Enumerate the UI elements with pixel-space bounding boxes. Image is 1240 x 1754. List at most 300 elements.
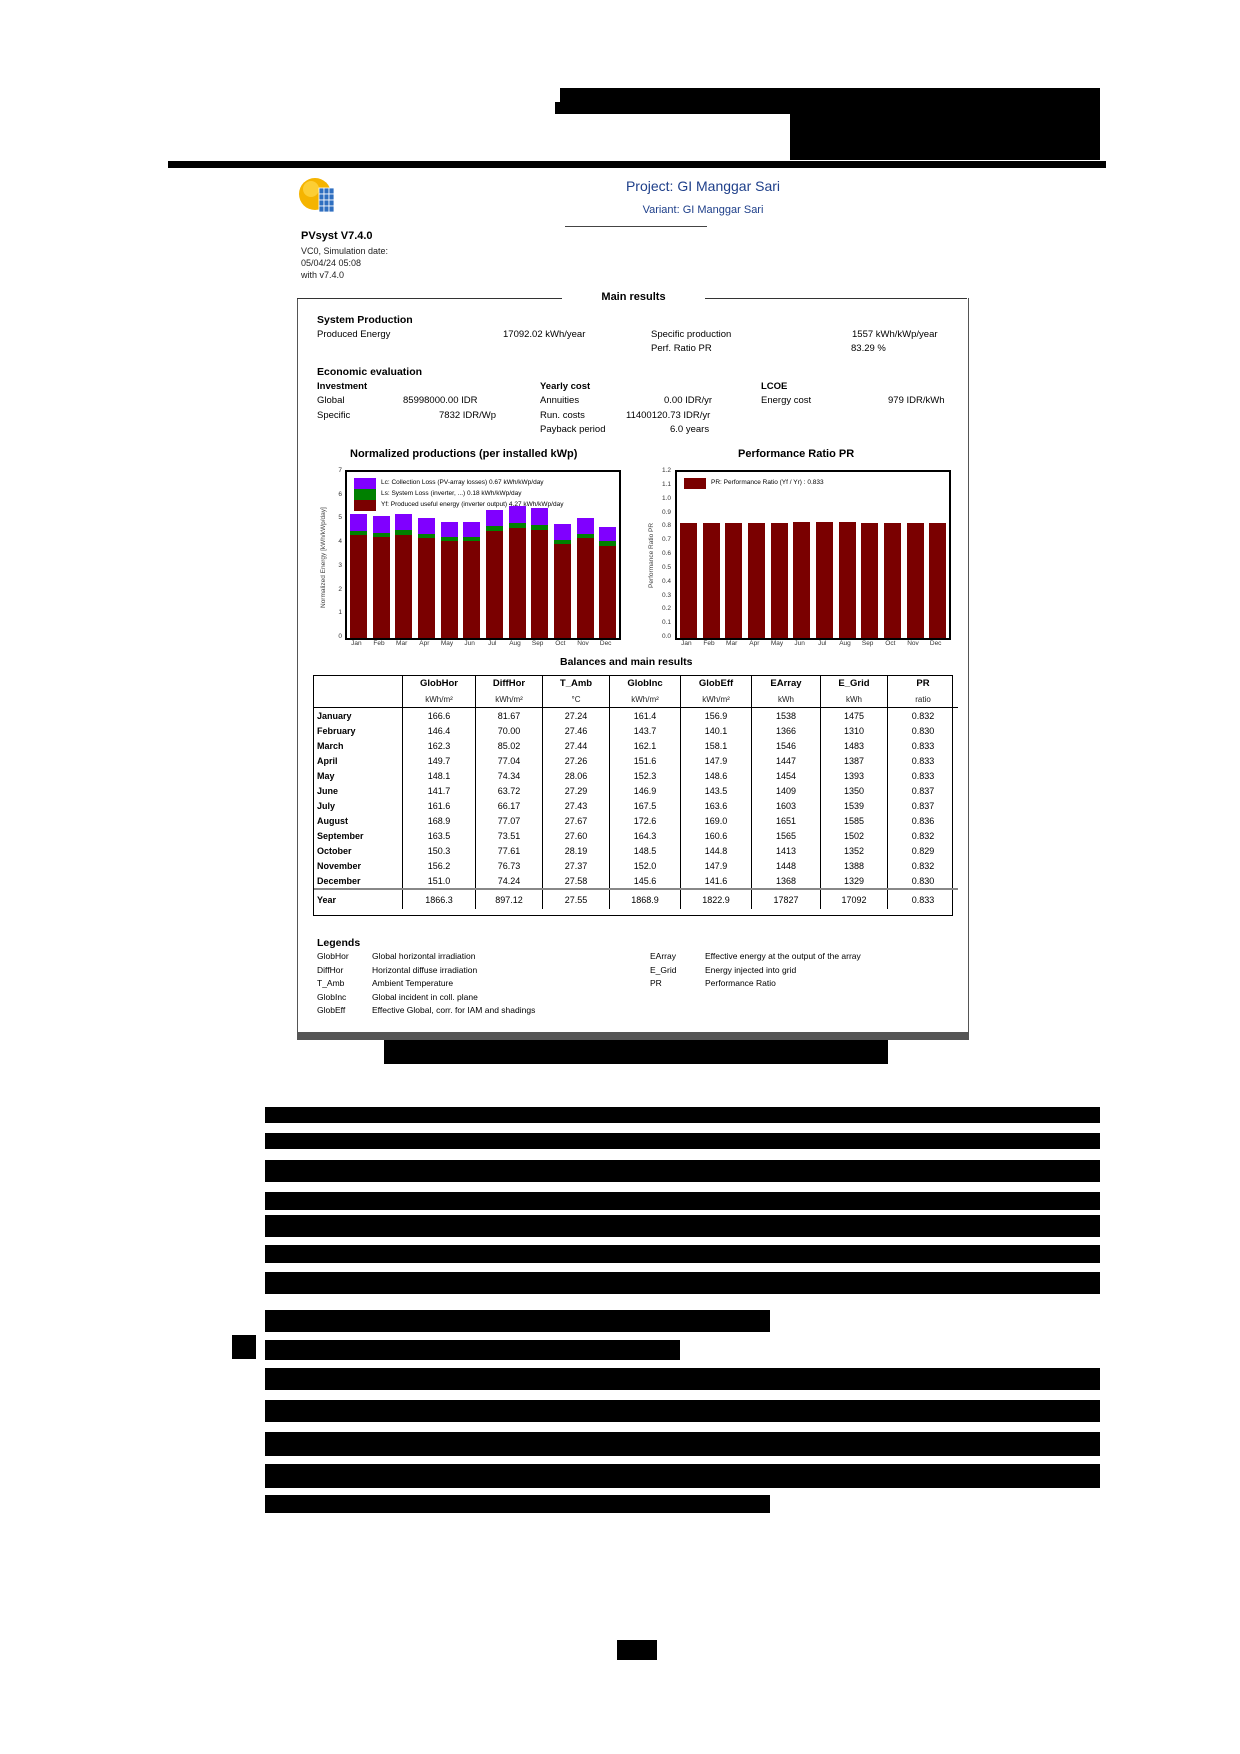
yearly-cost-title: Yearly cost xyxy=(540,381,591,392)
legend-abbr: GlobHor xyxy=(317,951,349,961)
table-cell: 147.9 xyxy=(681,753,752,768)
annuities-value: 0.00 IDR/yr xyxy=(664,395,713,406)
frame-top-rule xyxy=(705,298,967,299)
table-cell: 149.7 xyxy=(403,753,476,768)
legend-pr: PR: Performance Ratio (Yf / Yr) : 0.833 xyxy=(711,479,824,486)
variant-underline xyxy=(565,226,707,227)
project-title: Project: GI Manggar Sari xyxy=(625,178,781,194)
table-header-cell: DiffHor xyxy=(476,676,543,691)
economic-evaluation-title: Economic evaluation xyxy=(317,366,423,378)
table-cell: 168.9 xyxy=(403,813,476,828)
legend-yf: Yf: Produced useful energy (inverter output) 4.27 kWh/kWp/day xyxy=(381,501,564,508)
frame-shadow xyxy=(297,1033,969,1040)
ytick: 4 xyxy=(338,538,342,546)
table-cell: 1546 xyxy=(752,738,821,753)
table-cell: 147.9 xyxy=(681,858,752,873)
redacted-paragraph-line xyxy=(265,1272,1100,1294)
xtick: Oct xyxy=(555,640,566,647)
balances-table-title: Balances and main results xyxy=(560,656,693,668)
xtick: Nov xyxy=(577,640,589,647)
bar-yf xyxy=(441,541,458,638)
produced-energy-value: 17092.02 kWh/year xyxy=(503,329,586,340)
investment-title: Investment xyxy=(317,381,368,392)
ytick: 1.0 xyxy=(661,494,671,502)
legend-swatch-pr xyxy=(684,478,706,489)
bar-ls xyxy=(554,540,571,544)
row-label: July xyxy=(317,800,336,811)
table-cell: 152.0 xyxy=(610,858,681,873)
bar-ls xyxy=(486,526,503,531)
redacted-paragraph-line xyxy=(265,1160,1100,1182)
bar-lc xyxy=(395,514,412,530)
legend-desc: Global incident in coll. plane xyxy=(372,991,478,1002)
xtick: Jul xyxy=(488,640,497,647)
table-cell: 0.830 xyxy=(888,723,959,738)
table-cell: 1387 xyxy=(821,753,888,768)
table-row xyxy=(314,873,958,889)
table-row xyxy=(314,738,958,753)
row-label: March xyxy=(317,740,344,751)
table-cell: 166.6 xyxy=(403,708,476,724)
redacted-subheading xyxy=(265,1340,680,1360)
bar-ls xyxy=(531,525,548,530)
table-cell: 151.6 xyxy=(610,753,681,768)
table-cell: 27.37 xyxy=(543,858,610,873)
lcoe-title: LCOE xyxy=(761,381,788,392)
table-cell: 27.55 xyxy=(543,889,610,909)
table-cell: 161.4 xyxy=(610,708,681,724)
pr-chart-title: Performance Ratio PR xyxy=(738,448,855,460)
table-header-cell: EArray xyxy=(752,676,821,691)
specific-production-label: Specific production xyxy=(651,329,732,340)
redacted-paragraph-line xyxy=(265,1245,1100,1263)
main-results-title: Main results xyxy=(601,291,666,303)
table-cell: 74.34 xyxy=(476,768,543,783)
payback-label: Payback period xyxy=(540,424,606,435)
table-cell: 172.6 xyxy=(610,813,681,828)
header-rule xyxy=(168,161,1106,168)
ytick: 7 xyxy=(338,467,342,474)
table-cell: 163.5 xyxy=(403,828,476,843)
bar-ls xyxy=(441,537,458,541)
table-row xyxy=(314,858,958,873)
table-cell: 27.46 xyxy=(543,723,610,738)
ytick: 0.5 xyxy=(661,563,671,571)
bar-lc xyxy=(486,510,503,526)
energy-cost-label: Energy cost xyxy=(761,395,812,406)
ytick: 1.2 xyxy=(661,467,671,474)
pvsyst-logo-icon xyxy=(297,176,341,224)
bar-lc xyxy=(350,514,367,530)
table-cell: 1868.9 xyxy=(610,889,681,909)
legend-ls: Ls: System Loss (inverter, ...) 0.18 kWh/kWp/day xyxy=(381,490,522,497)
table-cell: 1350 xyxy=(821,783,888,798)
row-label: Year xyxy=(314,889,403,909)
table-cell: 17092 xyxy=(821,889,888,909)
table-row xyxy=(314,783,958,798)
table-cell: 1475 xyxy=(821,708,888,724)
bar-pr xyxy=(839,522,856,638)
performance-ratio-chart xyxy=(675,470,951,640)
table-cell: 1454 xyxy=(752,768,821,783)
table-header-cell: PR xyxy=(888,676,959,691)
meta-line: VC0, Simulation date: xyxy=(301,246,389,256)
redacted-paragraph-line xyxy=(265,1192,1100,1210)
bar-yf xyxy=(373,537,390,638)
xtick: Feb xyxy=(373,640,385,647)
table-row xyxy=(314,708,958,724)
normalized-productions-chart xyxy=(345,470,621,640)
bar-lc xyxy=(554,524,571,539)
table-cell: 140.1 xyxy=(681,723,752,738)
table-cell: 144.8 xyxy=(681,843,752,858)
table-cell: 145.6 xyxy=(610,873,681,889)
pr-chart-ylabel: Performance Ratio PR xyxy=(648,522,655,588)
ytick: 0.7 xyxy=(661,536,671,544)
ytick: 0.6 xyxy=(661,550,671,557)
bar-yf xyxy=(509,528,526,639)
table-cell: 0.830 xyxy=(888,873,959,889)
table-unit-cell: kWh/m² xyxy=(610,691,681,708)
table-cell: 158.1 xyxy=(681,738,752,753)
table-cell: 27.29 xyxy=(543,783,610,798)
redacted-paragraph-line xyxy=(265,1107,1100,1123)
table-cell: 27.58 xyxy=(543,873,610,889)
table-cell: 1866.3 xyxy=(403,889,476,909)
report-header xyxy=(283,172,983,282)
software-version: PVsyst V7.4.0 xyxy=(301,230,373,242)
ytick: 2 xyxy=(338,585,342,593)
table-cell: 81.67 xyxy=(476,708,543,724)
legend-abbr: PR xyxy=(650,978,662,988)
redacted-paragraph-line xyxy=(265,1215,1100,1237)
table-cell: 1651 xyxy=(752,813,821,828)
meta-line: 05/04/24 05:08 xyxy=(301,258,362,268)
system-production-title: System Production xyxy=(317,314,413,326)
table-cell: 146.4 xyxy=(403,723,476,738)
xtick: Apr xyxy=(749,640,760,647)
table-cell: 27.24 xyxy=(543,708,610,724)
bar-ls xyxy=(509,523,526,528)
table-cell: 167.5 xyxy=(610,798,681,813)
bar-pr xyxy=(748,523,765,638)
xtick: May xyxy=(440,640,454,647)
annuities-label: Annuities xyxy=(540,395,580,406)
ytick: 5 xyxy=(338,514,342,522)
table-cell: 897.12 xyxy=(476,889,543,909)
legend-desc: Energy injected into grid xyxy=(705,964,797,975)
bar-yf xyxy=(599,546,616,638)
bar-pr xyxy=(725,523,742,638)
table-cell: 141.7 xyxy=(403,783,476,798)
table-cell: 73.51 xyxy=(476,828,543,843)
table-cell: 1366 xyxy=(752,723,821,738)
table-header-cell: GlobInc xyxy=(610,676,681,691)
redacted-header-line-4 xyxy=(790,128,1100,160)
global-label: Global xyxy=(317,395,345,406)
row-label: May xyxy=(317,770,335,781)
legend-abbr: GlobInc xyxy=(317,991,347,1002)
table-cell: 0.836 xyxy=(888,813,959,828)
bar-ls xyxy=(350,531,367,536)
table-cell: 141.6 xyxy=(681,873,752,889)
specific-label: Specific xyxy=(317,410,351,421)
table-header-cell: GlobHor xyxy=(403,676,476,691)
row-label: February xyxy=(317,725,356,736)
bar-lc xyxy=(441,522,458,537)
legend-desc: Performance Ratio xyxy=(705,978,776,988)
pr-label: Perf. Ratio PR xyxy=(651,343,712,354)
table-cell: 1502 xyxy=(821,828,888,843)
ytick: 0.1 xyxy=(661,619,671,627)
table-cell: 148.5 xyxy=(610,843,681,858)
table-cell: 162.1 xyxy=(610,738,681,753)
table-cell: 70.00 xyxy=(476,723,543,738)
table-cell: 0.833 xyxy=(888,889,959,909)
row-label: September xyxy=(317,830,364,841)
redacted-paragraph-line xyxy=(265,1432,1100,1456)
produced-energy-label: Produced Energy xyxy=(317,329,391,340)
table-cell: 63.72 xyxy=(476,783,543,798)
xtick: Jun xyxy=(794,640,805,647)
redacted-paragraph-line xyxy=(265,1368,1100,1390)
bar-ls xyxy=(373,533,390,537)
table-cell: 1413 xyxy=(752,843,821,858)
legend-desc: Effective Global, corr. for IAM and shadings xyxy=(372,1005,536,1015)
legend-desc: Effective energy at the output of the array xyxy=(705,951,861,961)
bar-lc xyxy=(509,506,526,523)
bar-pr xyxy=(907,523,924,638)
redacted-header-line-2 xyxy=(555,102,1100,114)
table-cell: 156.9 xyxy=(681,708,752,724)
xtick: Mar xyxy=(396,640,408,647)
xtick: Dec xyxy=(929,640,942,647)
table-cell: 77.04 xyxy=(476,753,543,768)
table-cell: 76.73 xyxy=(476,858,543,873)
table-cell: 85.02 xyxy=(476,738,543,753)
table-cell: 27.26 xyxy=(543,753,610,768)
table-cell: 1483 xyxy=(821,738,888,753)
table-cell: 160.6 xyxy=(681,828,752,843)
variant-title: Variant: GI Manggar Sari xyxy=(642,204,764,216)
energy-cost-value: 979 IDR/kWh xyxy=(888,395,945,406)
table-cell: 1539 xyxy=(821,798,888,813)
bar-ls xyxy=(577,534,594,539)
ytick: 0.4 xyxy=(661,577,671,585)
table-cell: 1603 xyxy=(752,798,821,813)
legend-abbr: T_Amb xyxy=(317,978,345,988)
bar-yf xyxy=(531,530,548,638)
bar-yf xyxy=(418,538,435,638)
table-cell: 1329 xyxy=(821,873,888,889)
xtick: Jun xyxy=(464,640,475,647)
table-cell: 164.3 xyxy=(610,828,681,843)
table-cell: 1409 xyxy=(752,783,821,798)
table-row xyxy=(314,843,958,858)
ytick: 0 xyxy=(338,633,342,640)
xtick: May xyxy=(770,640,784,647)
table-cell: 156.2 xyxy=(403,858,476,873)
ytick: 0.2 xyxy=(661,605,671,613)
table-cell: 0.832 xyxy=(888,858,959,873)
table-cell: 27.60 xyxy=(543,828,610,843)
bar-pr xyxy=(680,523,697,638)
bar-pr xyxy=(929,523,946,638)
xtick: Aug xyxy=(509,640,521,647)
table-cell: 162.3 xyxy=(403,738,476,753)
redacted-figure-caption xyxy=(384,1040,888,1064)
row-label: January xyxy=(317,710,352,721)
bar-yf xyxy=(554,544,571,638)
legend-lc: Lc: Collection Loss (PV-array losses) 0.67 kWh/kWp/day xyxy=(381,479,544,486)
bar-lc xyxy=(599,527,616,542)
bar-yf xyxy=(350,535,367,638)
table-cell: 1388 xyxy=(821,858,888,873)
xtick: Sep xyxy=(861,640,874,647)
bar-lc xyxy=(373,516,390,532)
xtick: Jan xyxy=(351,640,362,647)
row-label: October xyxy=(317,845,352,856)
table-cell: 27.43 xyxy=(543,798,610,813)
ytick: 0.3 xyxy=(661,591,671,599)
table-cell: 148.1 xyxy=(403,768,476,783)
table-cell: 0.833 xyxy=(888,738,959,753)
table-cell: 151.0 xyxy=(403,873,476,889)
table-cell: 143.7 xyxy=(610,723,681,738)
bar-ls xyxy=(395,530,412,534)
redacted-page-number xyxy=(617,1640,657,1660)
xtick: Feb xyxy=(703,640,715,647)
bar-yf xyxy=(577,538,594,638)
bar-yf xyxy=(463,541,480,638)
legend-desc: Ambient Temperature xyxy=(372,978,454,988)
table-cell: 1310 xyxy=(821,723,888,738)
legend-desc: Horizontal diffuse irradiation xyxy=(372,964,478,975)
table-row xyxy=(314,753,958,768)
legend-abbr: EArray xyxy=(650,951,676,961)
legends-title: Legends xyxy=(317,937,361,949)
balances-table xyxy=(314,676,958,909)
bar-pr xyxy=(816,522,833,638)
table-cell: 28.19 xyxy=(543,843,610,858)
bar-lc xyxy=(418,518,435,534)
table-cell: 1822.9 xyxy=(681,889,752,909)
ytick: 0.9 xyxy=(661,508,671,516)
bar-pr xyxy=(793,522,810,638)
ytick: 1.1 xyxy=(661,480,671,488)
xtick: Mar xyxy=(726,640,738,647)
legend-swatch-lc xyxy=(354,478,376,489)
meta-line: with v7.4.0 xyxy=(301,270,345,280)
bar-lc xyxy=(577,518,594,534)
table-unit-cell: kWh xyxy=(752,691,821,708)
table-cell: 143.5 xyxy=(681,783,752,798)
table-header-cell: T_Amb xyxy=(543,676,610,691)
bar-lc xyxy=(531,508,548,525)
table-cell: 0.833 xyxy=(888,753,959,768)
xtick: Oct xyxy=(885,640,896,647)
bar-ls xyxy=(463,537,480,541)
table-cell: 0.837 xyxy=(888,783,959,798)
table-cell: 1448 xyxy=(752,858,821,873)
table-cell: 27.67 xyxy=(543,813,610,828)
legend-desc: Global horizontal irradiation xyxy=(372,951,476,961)
bar-pr xyxy=(703,523,720,638)
redacted-paragraph-line xyxy=(265,1310,770,1332)
bar-pr xyxy=(884,523,901,638)
table-unit-cell: kWh/m² xyxy=(681,691,752,708)
table-unit-cell xyxy=(314,691,403,708)
table-cell: 1565 xyxy=(752,828,821,843)
table-unit-cell: kWh/m² xyxy=(476,691,543,708)
table-row xyxy=(314,723,958,738)
specific-value: 7832 IDR/Wp xyxy=(439,410,497,421)
redacted-bullet xyxy=(232,1335,256,1359)
table-cell: 0.833 xyxy=(888,768,959,783)
table-unit-cell: kWh xyxy=(821,691,888,708)
table-cell: 0.832 xyxy=(888,828,959,843)
bar-ls xyxy=(599,541,616,545)
bar-pr xyxy=(861,523,878,638)
row-label: August xyxy=(317,815,348,826)
xtick: Sep xyxy=(531,640,544,647)
redacted-header-line-1 xyxy=(560,88,1100,102)
table-row xyxy=(314,828,958,843)
table-header-cell: GlobEff xyxy=(681,676,752,691)
table-cell: 161.6 xyxy=(403,798,476,813)
table-cell: 77.61 xyxy=(476,843,543,858)
row-label: April xyxy=(317,755,338,766)
payback-value: 6.0 years xyxy=(670,424,710,435)
table-cell: 150.3 xyxy=(403,843,476,858)
table-header-cell xyxy=(314,676,403,691)
redacted-paragraph-line xyxy=(265,1464,1100,1488)
row-label: June xyxy=(317,785,339,796)
table-header-cell: E_Grid xyxy=(821,676,888,691)
global-value: 85998000.00 IDR xyxy=(403,395,478,406)
bar-yf xyxy=(486,531,503,638)
table-cell: 17827 xyxy=(752,889,821,909)
bar-lc xyxy=(463,522,480,537)
table-cell: 77.07 xyxy=(476,813,543,828)
row-label: November xyxy=(317,860,362,871)
xtick: Dec xyxy=(599,640,612,647)
legend-abbr: GlobEff xyxy=(317,1005,346,1015)
table-unit-cell: ratio xyxy=(888,691,959,708)
xtick: Nov xyxy=(907,640,919,647)
xtick: Jan xyxy=(681,640,692,647)
normalized-chart-ylabel: Normalized Energy [kWh/kWp/day] xyxy=(320,507,327,608)
table-cell: 1393 xyxy=(821,768,888,783)
table-cell: 152.3 xyxy=(610,768,681,783)
table-row xyxy=(314,768,958,783)
bar-ls xyxy=(418,534,435,538)
frame-top-rule xyxy=(297,298,562,299)
table-cell: 1585 xyxy=(821,813,888,828)
table-cell: 1538 xyxy=(752,708,821,724)
simulation-meta xyxy=(301,245,388,281)
row-label: December xyxy=(317,875,361,886)
table-cell: 169.0 xyxy=(681,813,752,828)
table-cell: 0.829 xyxy=(888,843,959,858)
table-cell: 146.9 xyxy=(610,783,681,798)
specific-production-value: 1557 kWh/kWp/year xyxy=(852,329,938,340)
table-cell: 163.6 xyxy=(681,798,752,813)
table-cell: 28.06 xyxy=(543,768,610,783)
bar-yf xyxy=(395,535,412,638)
table-cell: 148.6 xyxy=(681,768,752,783)
table-cell: 1447 xyxy=(752,753,821,768)
